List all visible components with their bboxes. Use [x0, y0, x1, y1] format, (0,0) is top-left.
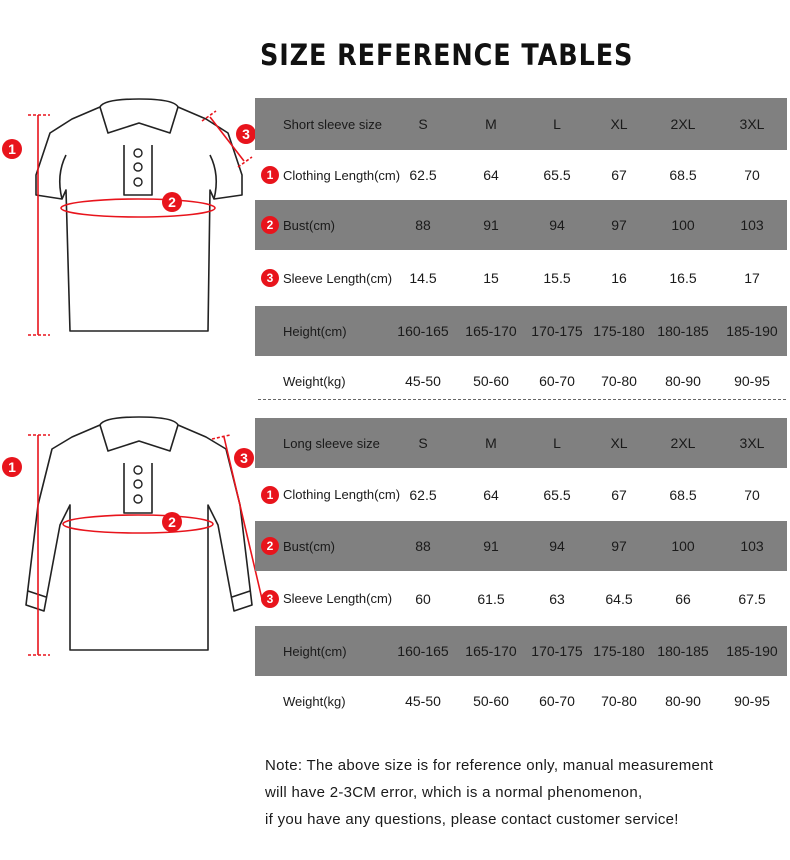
table-cell: 17	[744, 270, 760, 286]
row-label: 3 Sleeve Length(cm)	[255, 250, 395, 306]
size-header-l: L	[553, 435, 561, 451]
table-cell: 97	[611, 538, 627, 554]
table-row	[255, 626, 787, 676]
marker-1: 1	[8, 459, 16, 475]
disclaimer-note	[265, 752, 785, 833]
table-cell: 60	[415, 590, 431, 607]
marker-3: 3	[242, 126, 250, 142]
long-sleeve-shirt-diagram	[0, 415, 265, 670]
table-row	[255, 676, 787, 726]
table-cell: 165-170	[465, 323, 517, 339]
table-row	[255, 200, 787, 250]
badge-2: 2	[261, 537, 279, 555]
table-cell: 94	[549, 217, 565, 233]
short-sleeve-shirt-diagram	[0, 95, 255, 345]
table-cell: 70	[744, 486, 760, 503]
table-cell: 15	[483, 270, 499, 286]
table-row	[255, 150, 787, 200]
table-cell: 97	[611, 217, 627, 233]
table-cell: 180-185	[657, 643, 709, 659]
table-cell: 88	[415, 217, 431, 233]
table-cell: 88	[415, 538, 431, 554]
table-cell: 91	[483, 217, 499, 233]
table-cell: 68.5	[669, 486, 697, 503]
size-header-xl: XL	[610, 116, 628, 132]
badge-1: 1	[261, 486, 279, 504]
table-cell: 80-90	[665, 693, 701, 709]
table-cell: 94	[549, 538, 565, 554]
table-cell: 91	[483, 538, 499, 554]
marker-2: 2	[168, 194, 176, 210]
table-cell: 45-50	[405, 373, 441, 389]
badge-1: 1	[261, 166, 279, 184]
table-cell: 45-50	[405, 693, 441, 709]
size-header-s: S	[418, 435, 428, 451]
table-cell: 15.5	[543, 270, 571, 286]
table-cell: 103	[740, 217, 764, 233]
table-cell: 60-70	[539, 693, 575, 709]
table-cell: 100	[671, 217, 695, 233]
section-divider	[258, 399, 786, 400]
table-cell: 68.5	[669, 167, 697, 183]
table-header-label: Long sleeve size	[283, 435, 380, 451]
size-header-2xl: 2XL	[670, 435, 696, 451]
table-cell: 175-180	[593, 323, 645, 339]
table-cell: 185-190	[726, 643, 778, 659]
row-label: Weight(kg)	[283, 373, 346, 389]
size-header-2xl: 2XL	[670, 116, 696, 132]
table-cell: 100	[671, 538, 695, 554]
badge-2: 2	[261, 216, 279, 234]
table-cell: 70	[744, 167, 760, 183]
table-cell: 50-60	[473, 373, 509, 389]
note-line: if you have any questions, please contact customer service!	[265, 811, 679, 828]
table-cell: 165-170	[465, 643, 517, 659]
size-header-s: S	[418, 116, 428, 132]
table-cell: 103	[740, 538, 764, 554]
table-cell: 160-165	[397, 643, 449, 659]
row-label: 2 Bust(cm)	[255, 200, 395, 250]
marker-3: 3	[240, 450, 248, 466]
table-cell: 61.5	[477, 590, 505, 607]
table-cell: 60-70	[539, 373, 575, 389]
table-cell: 64	[483, 486, 499, 503]
note-line: Note: The above size is for reference only, manual measurement	[265, 757, 714, 774]
table-cell: 67	[611, 167, 627, 183]
table-cell: 65.5	[543, 486, 571, 503]
short-sleeve-measure-lines	[28, 111, 252, 335]
long-sleeve-buttons	[134, 466, 142, 503]
table-cell: 50-60	[473, 693, 509, 709]
short-sleeve-buttons	[134, 149, 142, 186]
table-header-label: Short sleeve size	[283, 116, 382, 132]
long-sleeve-header-row	[255, 418, 787, 468]
table-cell: 66	[675, 590, 691, 607]
table-cell: 63	[549, 590, 565, 607]
table-cell: 160-165	[397, 323, 449, 339]
table-cell: 64	[483, 167, 499, 183]
page-title: SIZE REFERENCE TABLES	[260, 38, 634, 72]
table-cell: 90-95	[734, 693, 770, 709]
table-cell: 16	[611, 270, 627, 286]
table-cell: 70-80	[601, 693, 637, 709]
table-cell: 180-185	[657, 323, 709, 339]
badge-3: 3	[261, 590, 279, 608]
table-cell: 14.5	[409, 270, 437, 286]
row-label: Height(cm)	[283, 643, 347, 659]
row-label: 1 Clothing Length(cm)	[255, 150, 395, 200]
table-row	[255, 250, 787, 306]
long-sleeve-markers	[2, 448, 254, 532]
short-sleeve-header-row	[255, 98, 787, 150]
row-label: Height(cm)	[283, 323, 347, 339]
table-cell: 70-80	[601, 373, 637, 389]
table-cell: 67.5	[738, 590, 766, 607]
table-cell: 90-95	[734, 373, 770, 389]
size-header-l: L	[553, 116, 561, 132]
table-row	[255, 468, 787, 521]
table-cell: 175-180	[593, 643, 645, 659]
table-cell: 62.5	[409, 486, 437, 503]
table-cell: 62.5	[409, 167, 437, 183]
row-label: Weight(kg)	[283, 693, 346, 709]
size-header-m: M	[485, 116, 497, 132]
table-cell: 80-90	[665, 373, 701, 389]
table-cell: 16.5	[669, 270, 697, 286]
size-header-m: M	[485, 435, 497, 451]
table-row	[255, 571, 787, 626]
table-cell: 170-175	[531, 323, 583, 339]
table-cell: 65.5	[543, 167, 571, 183]
marker-2: 2	[168, 514, 176, 530]
short-sleeve-size-table	[255, 98, 787, 406]
long-sleeve-size-table	[255, 418, 787, 726]
row-label: 3 Sleeve Length(cm)	[255, 571, 395, 626]
note-line: will have 2-3CM error, which is a normal phenomenon,	[265, 784, 643, 801]
size-header-3xl: 3XL	[739, 435, 765, 451]
row-label: 1 Clothing Length(cm)	[255, 468, 395, 521]
short-sleeve-shirt-outline	[36, 99, 242, 331]
table-row	[255, 521, 787, 571]
size-header-3xl: 3XL	[739, 116, 765, 132]
table-cell: 67	[611, 486, 627, 503]
table-row	[255, 306, 787, 356]
size-header-xl: XL	[610, 435, 628, 451]
row-label: 2 Bust(cm)	[255, 521, 395, 571]
long-sleeve-measure-lines	[28, 435, 262, 655]
table-cell: 64.5	[605, 590, 633, 607]
table-cell: 185-190	[726, 323, 778, 339]
marker-1: 1	[8, 141, 16, 157]
table-cell: 170-175	[531, 643, 583, 659]
badge-3: 3	[261, 269, 279, 287]
